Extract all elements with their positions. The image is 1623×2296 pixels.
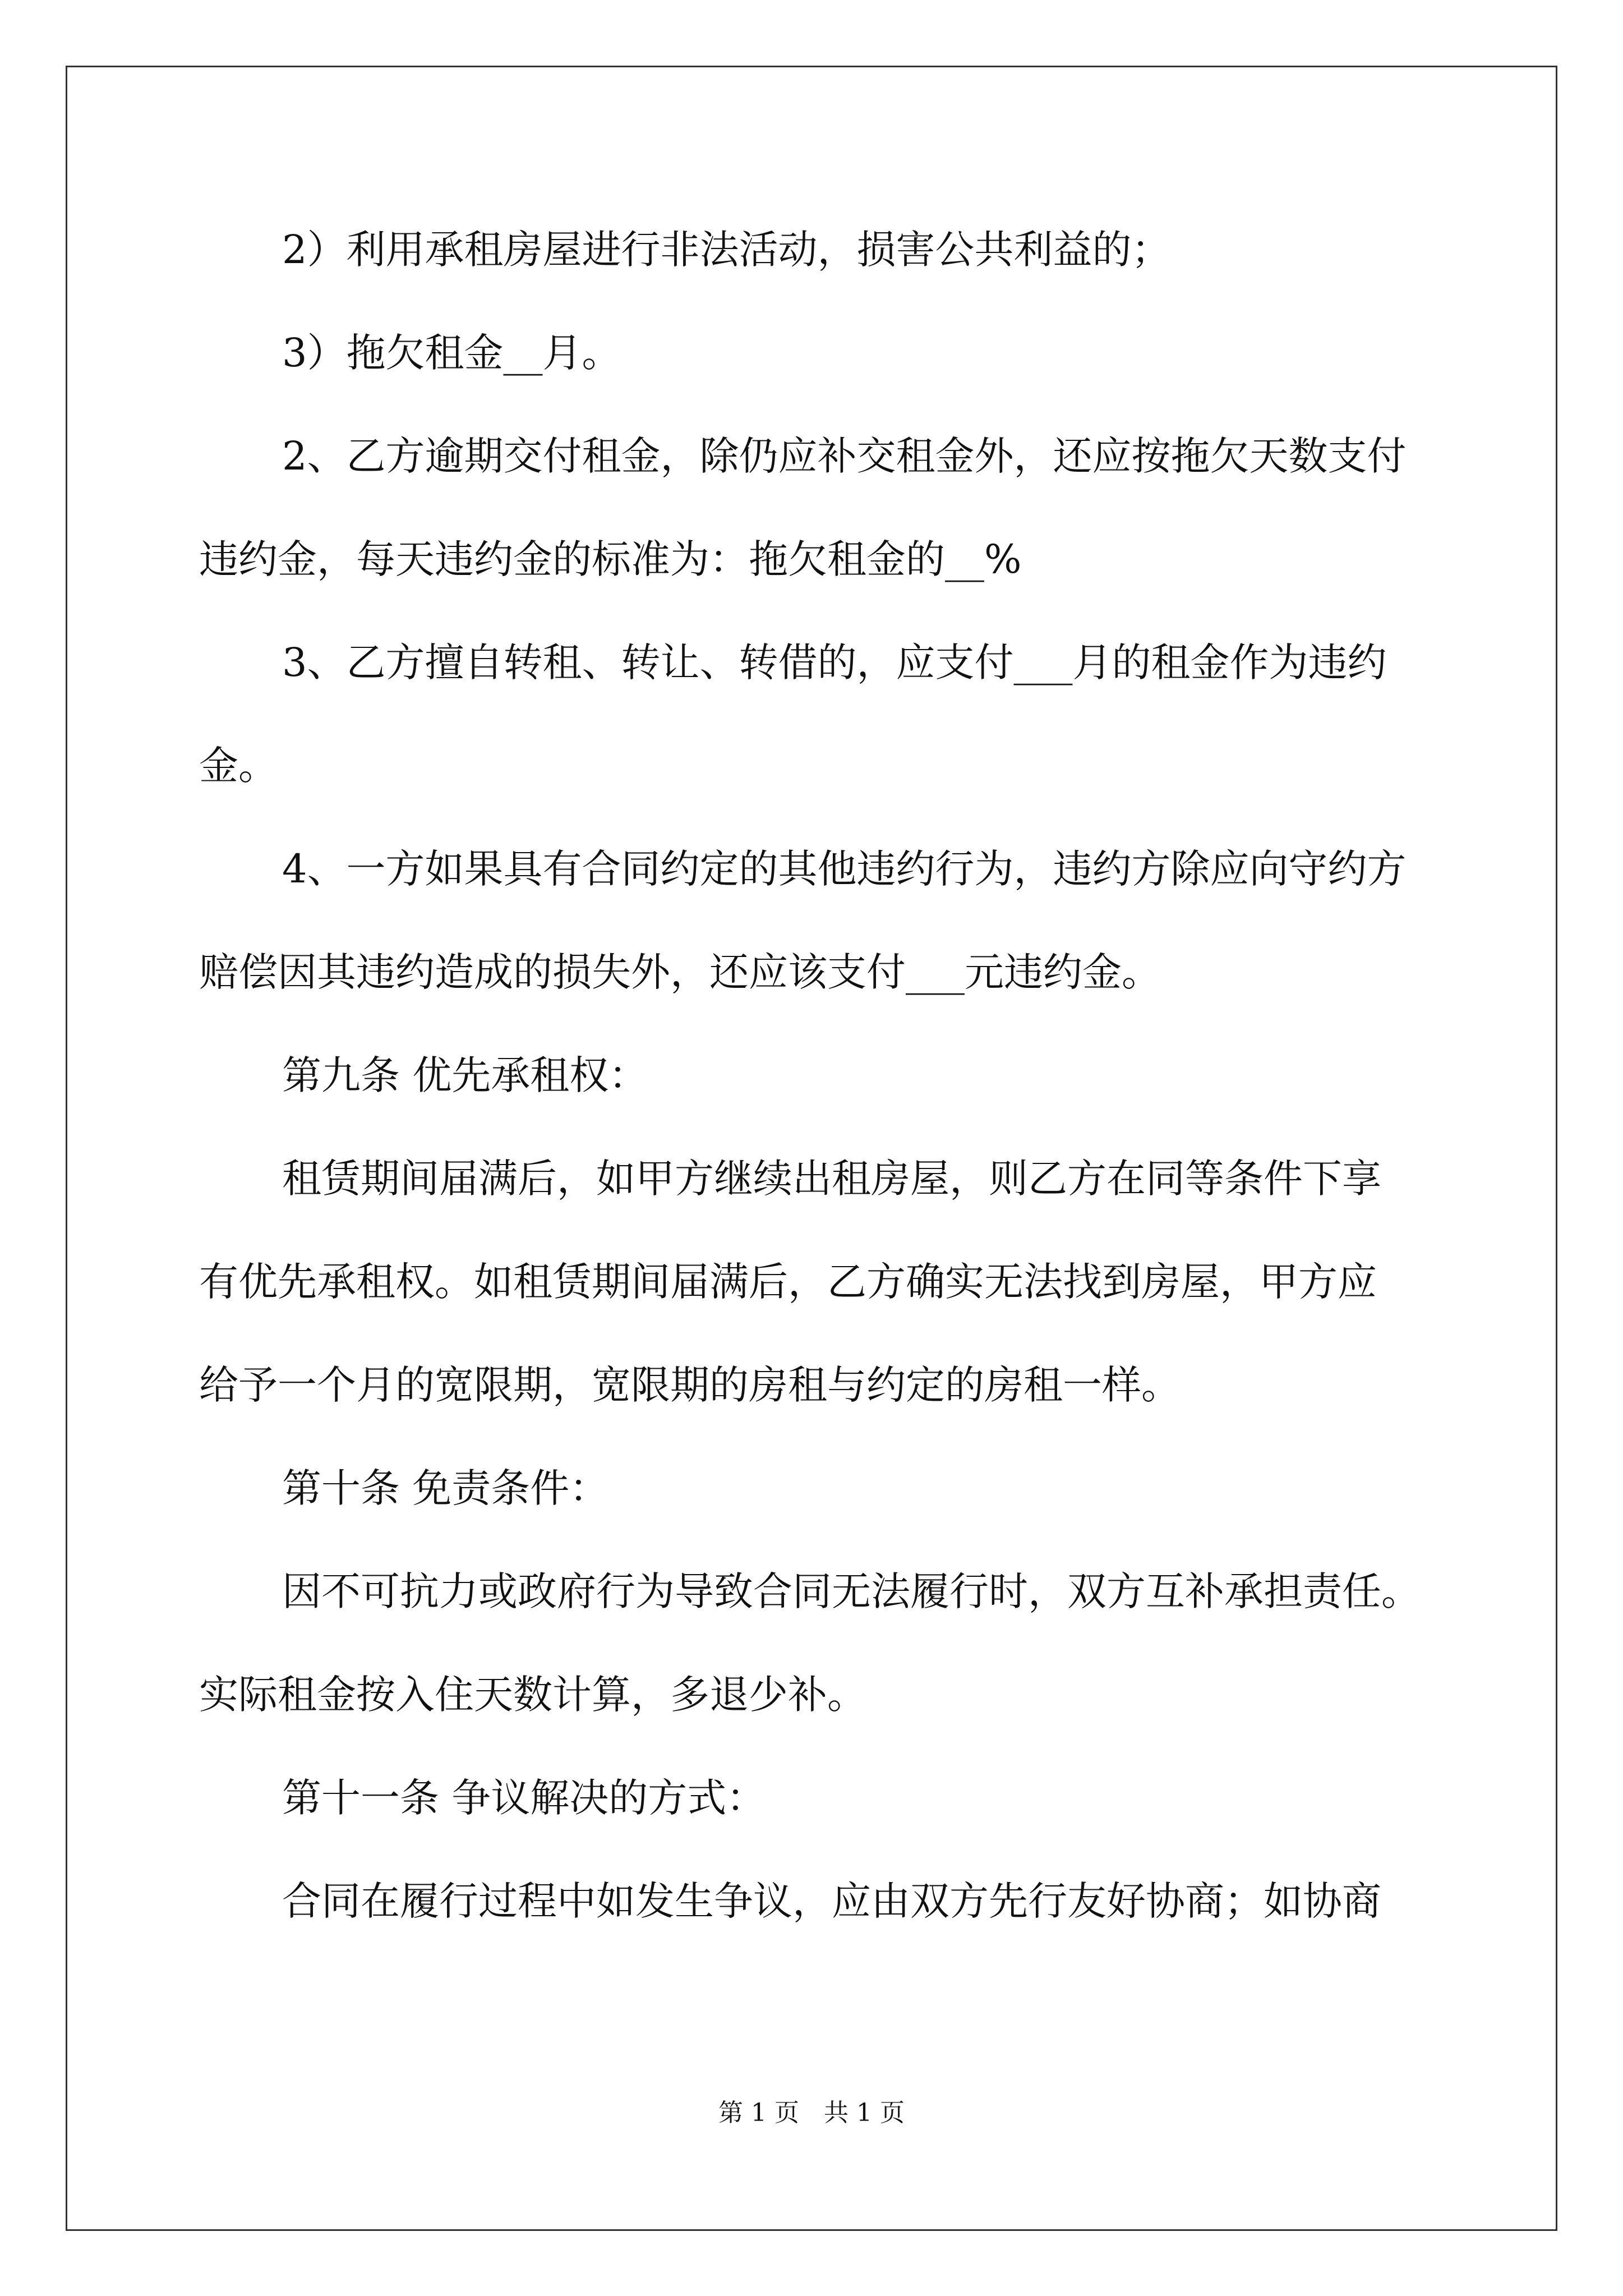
paragraph-line: 2）利用承租房屋进行非法活动，损害公共利益的； — [282, 227, 1171, 273]
section-heading: 第十一条 争议解决的方式： — [282, 1775, 766, 1821]
paragraph-line: 因不可抗力或政府行为导致合同无法履行时，双方互补承担责任。 — [282, 1568, 1421, 1614]
page-number-footer: 第 1 页 共 1 页 — [718, 2099, 905, 2127]
paragraph-line: 3）拖欠租金__月。 — [282, 330, 621, 376]
section-heading: 第十条 免责条件： — [282, 1465, 609, 1511]
paragraph-line: 租赁期间届满后，如甲方继续出租房屋，则乙方在同等条件下享 — [282, 1156, 1381, 1202]
paragraph-line: 合同在履行过程中如发生争议，应由双方先行友好协商；如协商 — [282, 1878, 1381, 1924]
paragraph-line: 有优先承租权。如租赁期间届满后，乙方确实无法找到房屋，甲方应 — [199, 1259, 1377, 1305]
paragraph-line: 赔偿因其违约造成的损失外，还应该支付___元违约金。 — [199, 949, 1161, 995]
paragraph-line: 2、乙方逾期交付租金，除仍应补交租金外，还应按拖欠天数支付 — [282, 433, 1407, 479]
paragraph-line: 4、一方如果具有合同约定的其他违约行为，违约方除应向守约方 — [282, 846, 1407, 892]
section-heading: 第九条 优先承租权： — [282, 1052, 648, 1098]
paragraph-line: 3、乙方擅自转租、转让、转借的，应支付___月的租金作为违约 — [282, 639, 1387, 685]
paragraph-line: 违约金，每天违约金的标准为：拖欠租金的__% — [199, 536, 1022, 582]
paragraph-line: 实际租金按入住天数计算，多退少补。 — [199, 1672, 866, 1718]
paragraph-line: 给予一个月的宽限期，宽限期的房租与约定的房租一样。 — [199, 1362, 1181, 1408]
paragraph-line: 金。 — [199, 743, 278, 789]
